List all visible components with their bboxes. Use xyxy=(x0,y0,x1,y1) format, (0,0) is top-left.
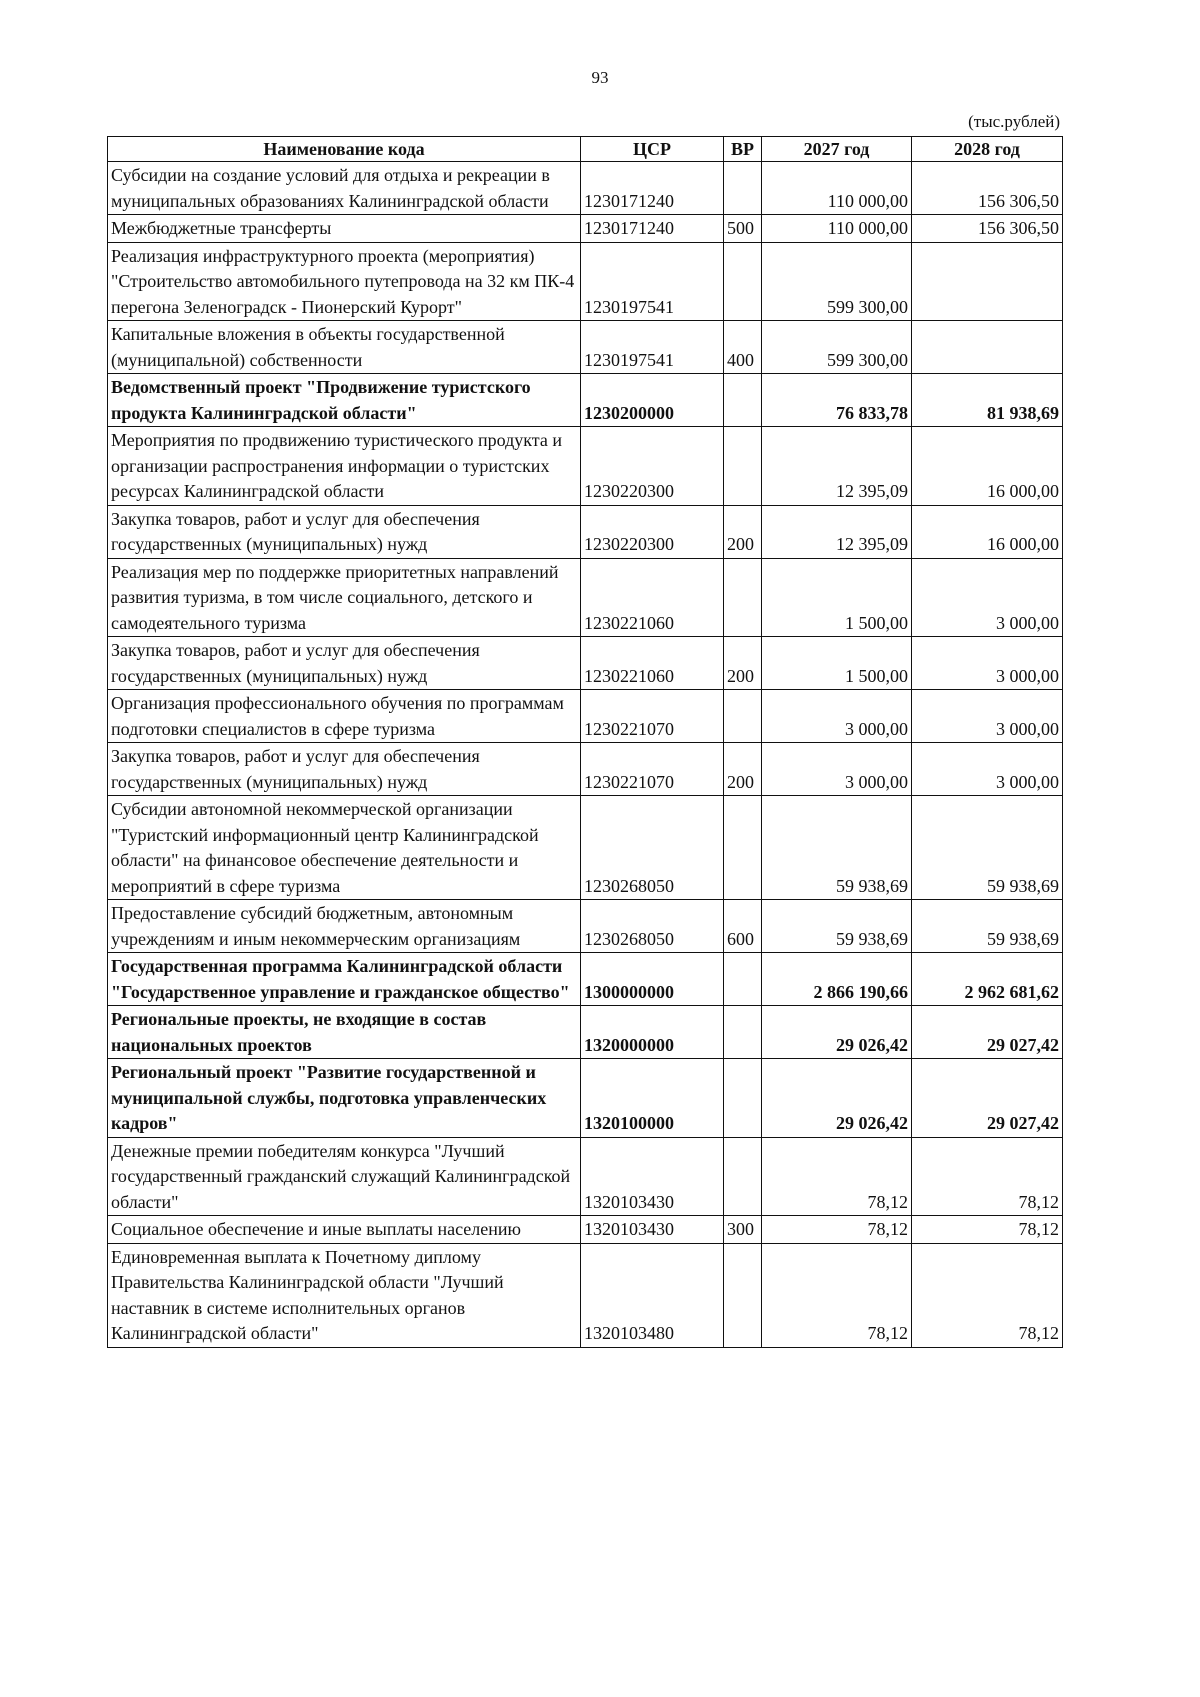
row-vr-cell xyxy=(724,953,762,1006)
header-name: Наименование кода xyxy=(108,137,581,162)
row-2028-cell: 78,12 xyxy=(912,1243,1063,1347)
row-2028-cell: 3 000,00 xyxy=(912,558,1063,637)
row-2028-cell: 29 027,42 xyxy=(912,1006,1063,1059)
row-vr-cell xyxy=(724,242,762,321)
row-vr-cell xyxy=(724,558,762,637)
row-name-cell: Реализация инфраструктурного проекта (мероприятия) "Строительство автомобильного путепровода на 32 км ПК-4 перегона Зеленоградск - Пионерский Курорт" xyxy=(108,242,581,321)
row-2027-cell: 78,12 xyxy=(762,1216,912,1244)
units-label: (тыс.рублей) xyxy=(968,112,1060,131)
row-name-cell: Капитальные вложения в объекты государственной (муниципальной) собственности xyxy=(108,321,581,374)
row-2027-cell: 110 000,00 xyxy=(762,215,912,243)
table-row xyxy=(108,1059,1063,1138)
row-vr-cell: 200 xyxy=(724,743,762,796)
row-vr-cell: 300 xyxy=(724,1216,762,1244)
row-name-cell: Реализация мер по поддержке приоритетных направлений развития туризма, в том числе социального, детского и самодеятельного туризма xyxy=(108,558,581,637)
row-2027-cell: 12 395,09 xyxy=(762,505,912,558)
row-2027-cell: 599 300,00 xyxy=(762,242,912,321)
row-vr-cell xyxy=(724,1006,762,1059)
row-name-cell: Закупка товаров, работ и услуг для обеспечения государственных (муниципальных) нужд xyxy=(108,637,581,690)
row-name-cell: Закупка товаров, работ и услуг для обеспечения государственных (муниципальных) нужд xyxy=(108,743,581,796)
table-row xyxy=(108,242,1063,321)
row-csr-cell: 1230268050 xyxy=(581,796,724,900)
row-2028-cell: 16 000,00 xyxy=(912,505,1063,558)
budget-table xyxy=(107,136,1063,1348)
row-csr-cell: 1320100000 xyxy=(581,1059,724,1138)
row-2027-cell: 3 000,00 xyxy=(762,690,912,743)
row-vr-cell xyxy=(724,427,762,506)
row-csr-cell: 1230197541 xyxy=(581,321,724,374)
row-name-cell: Социальное обеспечение и иные выплаты населению xyxy=(108,1216,581,1244)
row-name-cell: Мероприятия по продвижению туристического продукта и организации распространения информации о туристских ресурсах Калининградской области xyxy=(108,427,581,506)
row-2028-cell: 78,12 xyxy=(912,1216,1063,1244)
table-row xyxy=(108,505,1063,558)
row-2027-cell: 29 026,42 xyxy=(762,1059,912,1138)
row-vr-cell xyxy=(724,690,762,743)
table-row xyxy=(108,1137,1063,1216)
row-2027-cell: 2 866 190,66 xyxy=(762,953,912,1006)
row-2028-cell: 3 000,00 xyxy=(912,743,1063,796)
row-csr-cell: 1230171240 xyxy=(581,215,724,243)
row-csr-cell: 1230171240 xyxy=(581,162,724,215)
table-row xyxy=(108,796,1063,900)
row-csr-cell: 1230221060 xyxy=(581,558,724,637)
row-2028-cell: 156 306,50 xyxy=(912,215,1063,243)
row-vr-cell xyxy=(724,374,762,427)
row-2027-cell: 59 938,69 xyxy=(762,796,912,900)
table-row xyxy=(108,374,1063,427)
table-row xyxy=(108,690,1063,743)
row-2027-cell: 110 000,00 xyxy=(762,162,912,215)
row-2027-cell: 12 395,09 xyxy=(762,427,912,506)
row-csr-cell: 1230220300 xyxy=(581,427,724,506)
row-2027-cell: 1 500,00 xyxy=(762,637,912,690)
table-row xyxy=(108,1006,1063,1059)
row-csr-cell: 1230221060 xyxy=(581,637,724,690)
header-csr: ЦСР xyxy=(581,137,724,162)
header-2027: 2027 год xyxy=(762,137,912,162)
row-2028-cell: 3 000,00 xyxy=(912,690,1063,743)
row-2028-cell xyxy=(912,321,1063,374)
row-2028-cell: 3 000,00 xyxy=(912,637,1063,690)
table-row xyxy=(108,743,1063,796)
row-2028-cell: 59 938,69 xyxy=(912,900,1063,953)
table-row xyxy=(108,900,1063,953)
row-2027-cell: 76 833,78 xyxy=(762,374,912,427)
row-vr-cell xyxy=(724,796,762,900)
row-csr-cell: 1230220300 xyxy=(581,505,724,558)
table-row xyxy=(108,162,1063,215)
row-csr-cell: 1230221070 xyxy=(581,690,724,743)
row-vr-cell xyxy=(724,1243,762,1347)
row-name-cell: Организация профессионального обучения по программам подготовки специалистов в сфере туризма xyxy=(108,690,581,743)
row-name-cell: Субсидии на создание условий для отдыха и рекреации в муниципальных образованиях Калининградской области xyxy=(108,162,581,215)
row-csr-cell: 1300000000 xyxy=(581,953,724,1006)
row-csr-cell: 1320103430 xyxy=(581,1216,724,1244)
row-name-cell: Денежные премии победителям конкурса "Лучший государственный гражданский служащий Калининградской области" xyxy=(108,1137,581,1216)
row-csr-cell: 1320000000 xyxy=(581,1006,724,1059)
row-csr-cell: 1320103430 xyxy=(581,1137,724,1216)
row-2028-cell: 59 938,69 xyxy=(912,796,1063,900)
table-row xyxy=(108,1243,1063,1347)
row-vr-cell xyxy=(724,1059,762,1138)
table-row xyxy=(108,953,1063,1006)
table-row xyxy=(108,637,1063,690)
table-header-row xyxy=(108,137,1063,162)
row-name-cell: Единовременная выплата к Почетному диплому Правительства Калининградской области "Лучший наставник в системе исполнительных органов Калининградской области" xyxy=(108,1243,581,1347)
table-row xyxy=(108,427,1063,506)
row-2027-cell: 78,12 xyxy=(762,1137,912,1216)
row-vr-cell: 200 xyxy=(724,637,762,690)
row-vr-cell xyxy=(724,162,762,215)
table-row xyxy=(108,321,1063,374)
row-2027-cell: 3 000,00 xyxy=(762,743,912,796)
row-vr-cell: 600 xyxy=(724,900,762,953)
row-2027-cell: 599 300,00 xyxy=(762,321,912,374)
row-csr-cell: 1230197541 xyxy=(581,242,724,321)
row-vr-cell xyxy=(724,1137,762,1216)
row-2028-cell: 2 962 681,62 xyxy=(912,953,1063,1006)
table-row xyxy=(108,215,1063,243)
row-2028-cell: 16 000,00 xyxy=(912,427,1063,506)
row-name-cell: Закупка товаров, работ и услуг для обеспечения государственных (муниципальных) нужд xyxy=(108,505,581,558)
row-vr-cell: 200 xyxy=(724,505,762,558)
row-2028-cell: 29 027,42 xyxy=(912,1059,1063,1138)
table-row xyxy=(108,1216,1063,1244)
row-name-cell: Субсидии автономной некоммерческой организации "Туристский информационный центр Калининградской области" на финансовое обеспечение деятельности и мероприятий в сфере туризма xyxy=(108,796,581,900)
row-name-cell: Ведомственный проект "Продвижение туристского продукта Калининградской области" xyxy=(108,374,581,427)
row-2028-cell: 156 306,50 xyxy=(912,162,1063,215)
header-2028: 2028 год xyxy=(912,137,1063,162)
row-csr-cell: 1230268050 xyxy=(581,900,724,953)
page-number: 93 xyxy=(591,68,609,87)
row-2027-cell: 59 938,69 xyxy=(762,900,912,953)
row-csr-cell: 1320103480 xyxy=(581,1243,724,1347)
row-2027-cell: 1 500,00 xyxy=(762,558,912,637)
row-vr-cell: 500 xyxy=(724,215,762,243)
row-name-cell: Межбюджетные трансферты xyxy=(108,215,581,243)
row-2027-cell: 78,12 xyxy=(762,1243,912,1347)
table-body xyxy=(108,162,1063,1348)
row-2028-cell: 78,12 xyxy=(912,1137,1063,1216)
row-csr-cell: 1230221070 xyxy=(581,743,724,796)
row-name-cell: Региональные проекты, не входящие в состав национальных проектов xyxy=(108,1006,581,1059)
row-name-cell: Предоставление субсидий бюджетным, автономным учреждениям и иным некоммерческим организациям xyxy=(108,900,581,953)
row-2028-cell: 81 938,69 xyxy=(912,374,1063,427)
table-row xyxy=(108,558,1063,637)
row-name-cell: Региональный проект "Развитие государственной и муниципальной службы, подготовка управленческих кадров" xyxy=(108,1059,581,1138)
row-vr-cell: 400 xyxy=(724,321,762,374)
row-2027-cell: 29 026,42 xyxy=(762,1006,912,1059)
row-2028-cell xyxy=(912,242,1063,321)
row-name-cell: Государственная программа Калининградской области "Государственное управление и гражданское общество" xyxy=(108,953,581,1006)
row-csr-cell: 1230200000 xyxy=(581,374,724,427)
header-vr: ВР xyxy=(724,137,762,162)
